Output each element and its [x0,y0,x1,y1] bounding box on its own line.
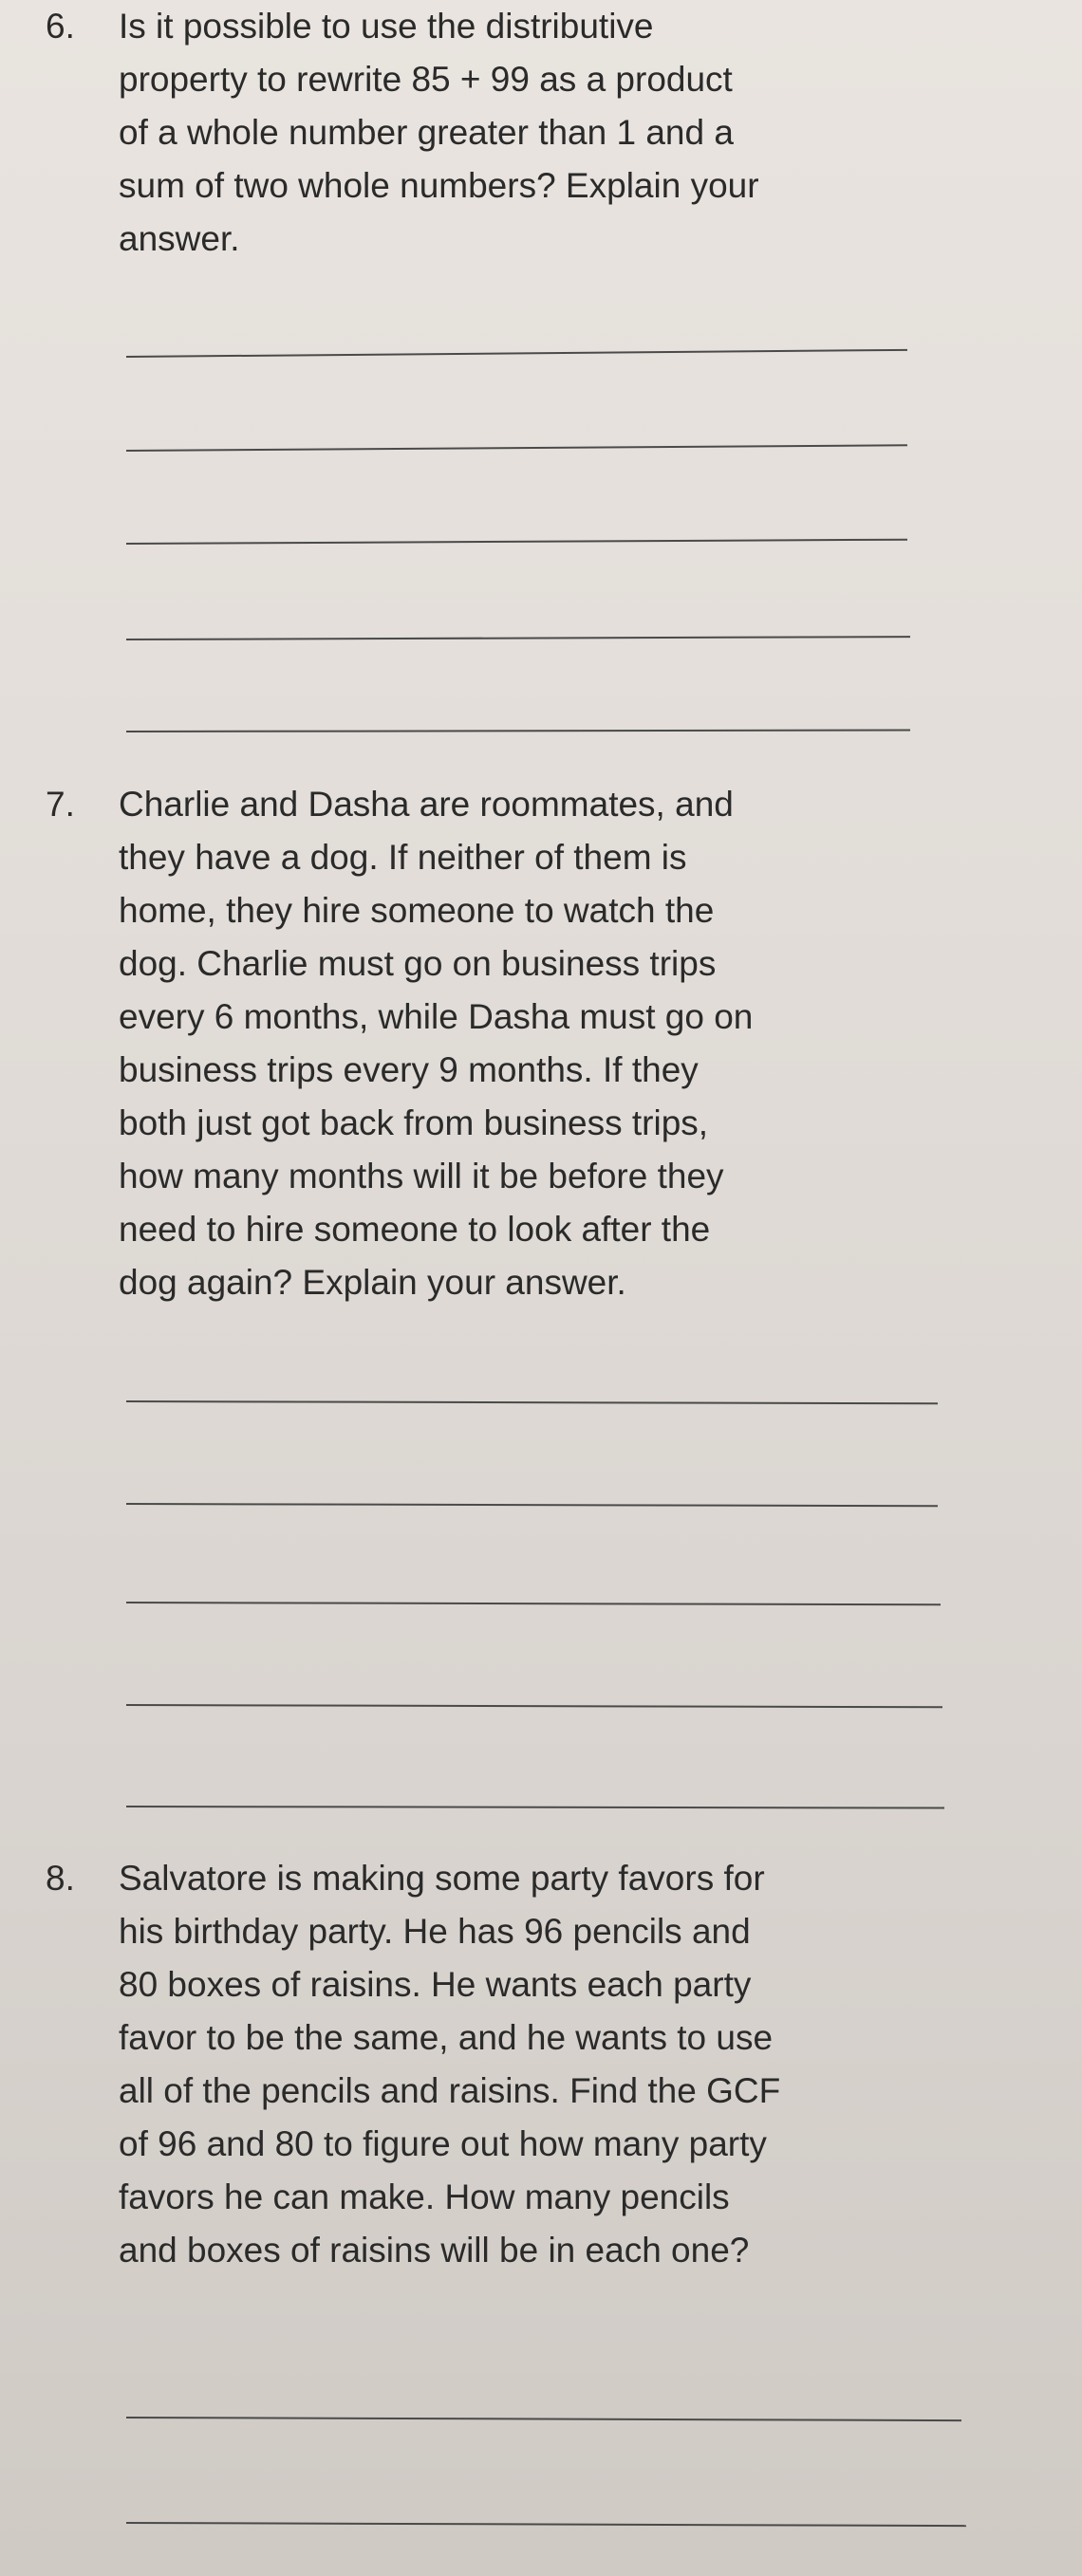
question-text-line: favors he can make. How many pencils [119,2178,730,2216]
answer-line [126,730,910,732]
question-text-line: both just got back from business trips, [119,1103,709,1142]
question-text-line: all of the pencils and raisins. Find the GCF [119,2071,781,2110]
question-text-line: dog. Charlie must go on business trips [119,944,717,983]
question-text-line: and boxes of raisins will be in each one? [119,2231,750,2270]
question-text-line: of a whole number greater than 1 and a [119,113,734,152]
question-text-line: sum of two whole numbers? Explain your [119,166,759,205]
question-text-line: 80 boxes of raisins. He wants each party [119,1965,752,2004]
question-number: 7. [46,785,75,824]
question-number: 6. [46,7,75,46]
question-number: 8. [46,1859,75,1898]
answer-line [126,1400,938,1404]
question-text [119,0,1001,266]
question-6 [46,0,1052,285]
question-text-line: Is it possible to use the distributive [119,7,654,46]
answer-line [126,1806,944,1809]
question-text-line: favor to be the same, and he wants to use [119,2018,774,2057]
answer-line [126,444,907,452]
answer-line [126,349,907,358]
question-text-line: of 96 and 80 to figure out how many party [119,2124,767,2163]
question-8 [46,1852,1052,2289]
answer-line [126,2417,961,2421]
question-text-line: Charlie and Dasha are roommates, and [119,785,734,824]
question-text-line: Salvatore is making some party favors for [119,1859,765,1898]
show-through-texture [161,275,826,731]
question-text-line: business trips every 9 months. If they [119,1050,699,1089]
question-text-line: home, they hire someone to watch the [119,891,715,930]
question-text-line: every 6 months, while Dasha must go on [119,997,754,1036]
question-text [119,1852,1001,2277]
question-text-line: need to hire someone to look after the [119,1210,711,1249]
answer-line [126,539,907,545]
question-text-line: how many months will it be before they [119,1157,724,1195]
answer-line [126,1704,942,1708]
question-text-line: property to rewrite 85 + 99 as a product [119,60,733,99]
question-text [119,778,1001,1309]
question-text-line: his birthday party. He has 96 pencils and [119,1912,751,1951]
question-7 [46,778,1052,1319]
question-text-line: answer. [119,219,240,258]
answer-line [126,1602,941,1605]
question-text-line: they have a dog. If neither of them is [119,838,687,877]
answer-line [126,636,910,640]
question-text-line: dog again? Explain your answer. [119,1263,626,1302]
answer-line [126,1503,938,1507]
answer-line [126,2522,966,2527]
